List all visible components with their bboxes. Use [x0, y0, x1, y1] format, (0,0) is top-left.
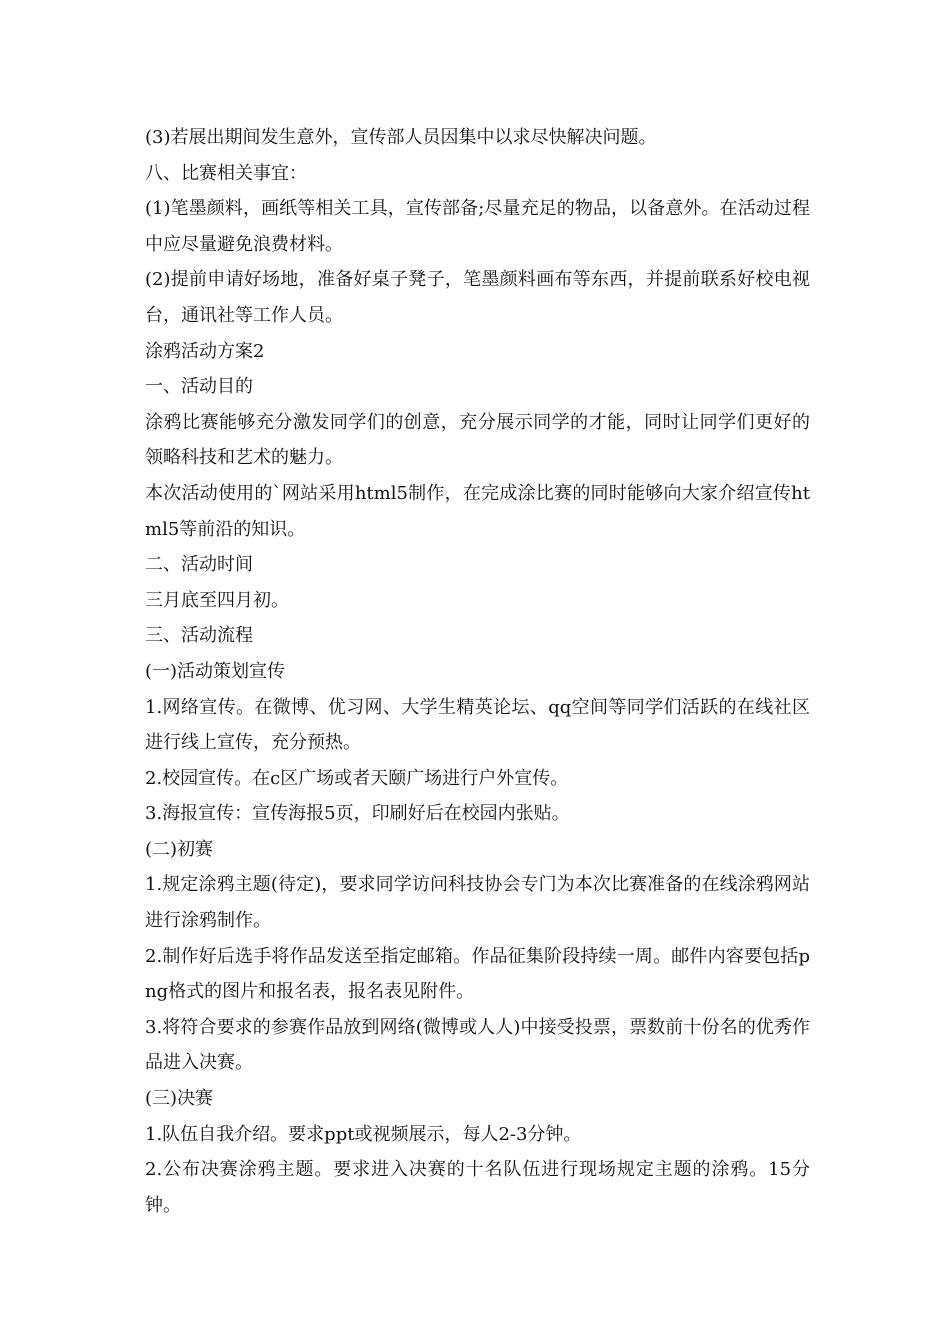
paragraph-final-theme: 2.公布决赛涂鸦主题。要求进入决赛的十名队伍进行现场规定主题的涂鸦。15分钟。: [145, 1159, 810, 1216]
section-title-plan-2: 涂鸦活动方案2: [145, 340, 265, 362]
paragraph-final-intro: 1.队伍自我介绍。要求ppt或视频展示，每人2-3分钟。: [145, 1123, 582, 1145]
heading-activity-time: 二、活动时间: [145, 554, 253, 576]
heading-competition-matters: 八、比赛相关事宜：: [145, 162, 307, 184]
paragraph-venue: (2)提前申请好场地，准备好桌子凳子，笔墨颜料画布等东西，并提前联系好校电视台，通讯社等工作人员。: [145, 269, 810, 326]
paragraph-online-promotion: 1.网络宣传。在微博、优习网、大学生精英论坛、qq空间等同学们活跃的在线社区进行线上宣传，充分预热。: [145, 696, 810, 754]
paragraph-preliminary-theme: 1.规定涂鸦主题(待定)，要求同学访问科技协会专门为本次比赛准备的在线涂鸦网站进行涂鸦制作。: [145, 874, 810, 932]
subheading-preliminary: (二)初赛: [145, 838, 214, 860]
paragraph-accident-handling: (3)若展出期间发生意外，宣传部人员因集中以求尽快解决问题。: [145, 127, 657, 148]
paragraph-html5: 本次活动使用的`网站采用html5制作，在完成涂比赛的同时能够向大家介绍宣传html5等前沿的知识。: [145, 482, 810, 540]
heading-activity-purpose: 一、活动目的: [145, 376, 253, 398]
paragraph-preliminary-voting: 3.将符合要求的参赛作品放到网络(微博或人人)中接受投票，票数前十份名的优秀作品进入决赛。: [145, 1016, 810, 1074]
paragraph-purpose: 涂鸦比赛能够充分激发同学们的创意，充分展示同学的才能，同时让同学们更好的领略科技和艺术的魅力。: [145, 411, 810, 469]
subheading-promotion: (一)活动策划宣传: [145, 660, 286, 682]
paragraph-time: 三月底至四月初。: [145, 589, 289, 611]
paragraph-campus-promotion: 2.校园宣传。在c区广场或者天颐广场进行户外宣传。: [145, 767, 569, 789]
document-body: [145, 120, 810, 1223]
paragraph-preliminary-submission: 2.制作好后选手将作品发送至指定邮箱。作品征集阶段持续一周。邮件内容要包括png格式的图片和报名表，报名表见附件。: [145, 945, 810, 1003]
heading-activity-process: 三、活动流程: [145, 625, 253, 647]
paragraph-poster-promotion: 3.海报宣传：宣传海报5页，印刷好后在校园内张贴。: [145, 803, 570, 825]
paragraph-materials: (1)笔墨颜料，画纸等相关工具，宣传部备;尽量充足的物品，以备意外。在活动过程中应尽量避免浪费材料。: [145, 198, 810, 255]
subheading-final: (三)决赛: [145, 1088, 214, 1110]
